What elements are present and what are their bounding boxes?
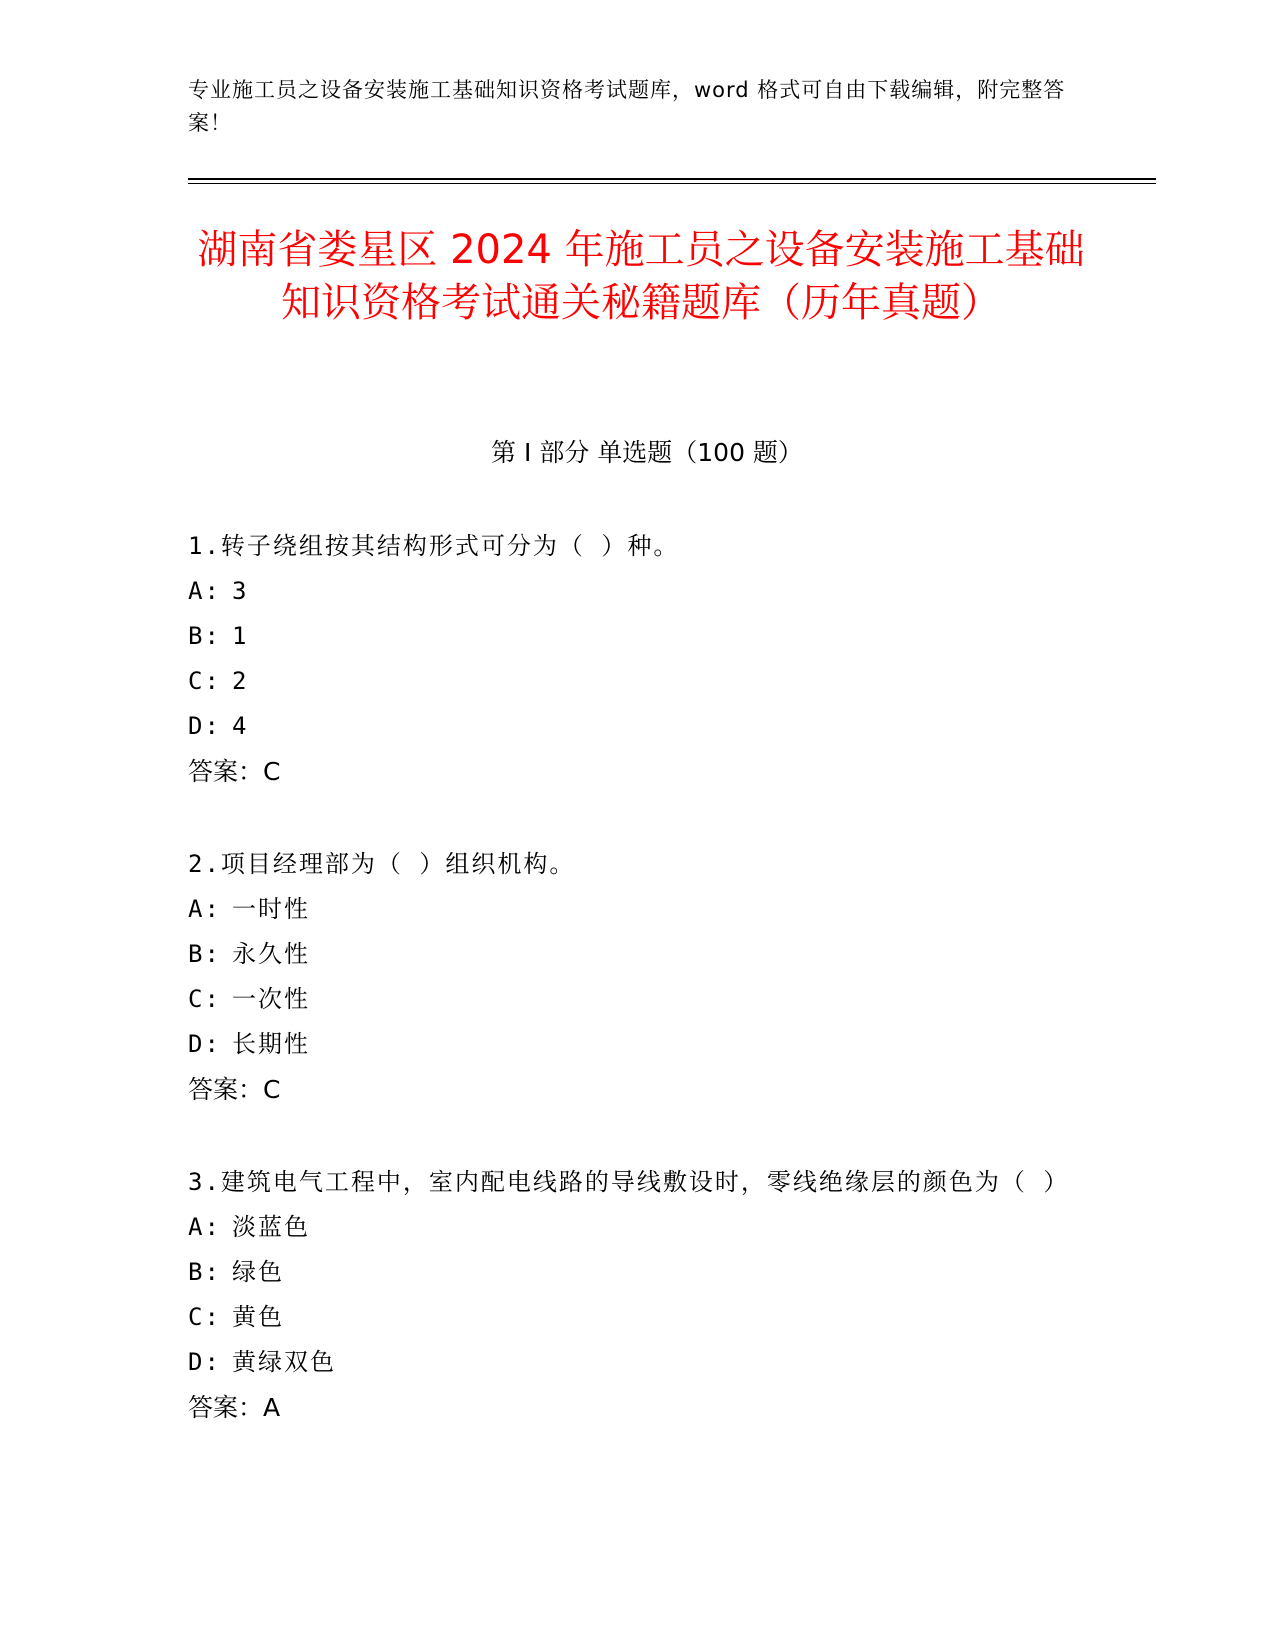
option-b	[188, 1250, 1088, 1295]
option-text: 长期性	[232, 1030, 310, 1058]
option-letter: A:	[188, 1213, 221, 1241]
question-1	[188, 524, 1088, 794]
option-letter: C:	[188, 1303, 221, 1331]
option-letter: A:	[188, 577, 221, 605]
option-a	[188, 887, 1088, 932]
question-stem: 1.转子绕组按其结构形式可分为（ ）种。	[188, 532, 680, 560]
option-text: 一次性	[232, 985, 310, 1013]
option-d	[188, 1340, 1088, 1385]
question-answer: 答案：C	[188, 1075, 281, 1104]
option-d	[188, 1022, 1088, 1067]
option-text: 4	[232, 712, 249, 740]
question-answer: 答案：A	[188, 1393, 281, 1422]
option-text: 绿色	[232, 1258, 284, 1286]
question-2	[188, 842, 1088, 1112]
option-text: 2	[232, 667, 249, 695]
option-a	[188, 1205, 1088, 1250]
question-stem: 2.项目经理部为（ ）组织机构。	[188, 850, 576, 878]
option-letter: D:	[188, 1348, 221, 1376]
option-b	[188, 614, 1088, 659]
header-divider-thick	[188, 178, 1156, 180]
header-divider-thin	[188, 183, 1156, 184]
option-text: 黄色	[232, 1303, 284, 1331]
option-text: 3	[232, 577, 249, 605]
option-text: 淡蓝色	[232, 1213, 310, 1241]
option-letter: D:	[188, 712, 221, 740]
document-title: 湖南省娄星区 2024 年施工员之设备安装施工基础知识资格考试通关秘籍题库（历年真题）	[197, 227, 1085, 326]
section-heading: 第 I 部分 单选题（100 题）	[491, 438, 803, 467]
option-c	[188, 1295, 1088, 1340]
option-letter: B:	[188, 940, 221, 968]
option-letter: D:	[188, 1030, 221, 1058]
option-letter: B:	[188, 1258, 221, 1286]
option-a	[188, 569, 1088, 614]
option-c	[188, 659, 1088, 704]
option-text: 一时性	[232, 895, 310, 923]
option-text: 黄绿双色	[232, 1348, 336, 1376]
option-letter: C:	[188, 667, 221, 695]
option-text: 1	[232, 622, 249, 650]
option-b	[188, 932, 1088, 977]
option-c	[188, 977, 1088, 1022]
option-d	[188, 704, 1088, 749]
header-note: 专业施工员之设备安装施工基础知识资格考试题库，word 格式可自由下载编辑，附完整答案！	[188, 78, 1066, 135]
question-stem: 3.建筑电气工程中，室内配电线路的导线敷设时，零线绝缘层的颜色为（ ）	[188, 1168, 1070, 1196]
question-answer: 答案：C	[188, 757, 281, 786]
question-3	[188, 1160, 1088, 1430]
option-letter: C:	[188, 985, 221, 1013]
option-text: 永久性	[232, 940, 310, 968]
option-letter: B:	[188, 622, 221, 650]
option-letter: A:	[188, 895, 221, 923]
